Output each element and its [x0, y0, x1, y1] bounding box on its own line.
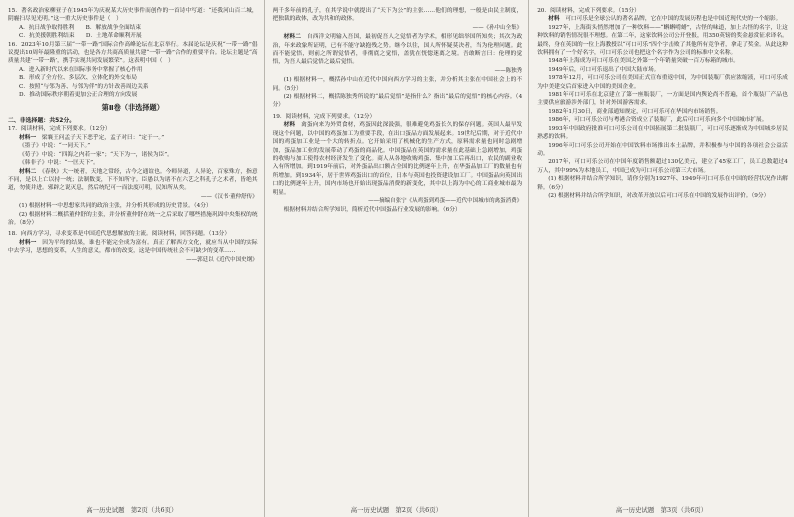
page-footer: 高一历史试题 第2页（共6页）	[86, 506, 178, 514]
page-left	[0, 0, 265, 517]
paragraph-text: 《韩非子》中说：“一匡天下”。	[19, 160, 99, 167]
source-citation	[273, 197, 523, 205]
exam-paragraph	[8, 134, 258, 142]
paragraph-text: 16．2023年10月第三届“一带一路”国际合作高峰论坛在北京举行。本届论坛是庆祝“一带一路”倡议提出10周年最隆重的活动，也是各方共商高质量共建“一带一路”合作的重要平台。论坛主题是“高质量共建‘一带一路’，携手实现共同发展繁荣”。这表明中国（ ）	[8, 41, 258, 65]
exam-paragraph	[8, 83, 258, 91]
paragraph-text: (1) 根据材料一，概括孙中山在近代中国向西方学习的主张，并分析其主张在中国社会上的不同。（5分）	[272, 77, 523, 92]
paragraph-text: 《墨子》中说：“一同天下。”	[19, 143, 91, 150]
paragraph-text: ——摘编自张宁《从鸡蛋到鸡蛋——近代中国城市的禽蛋消费》	[368, 197, 523, 204]
exam-paragraph	[273, 113, 523, 121]
paragraph-text: B．形成了全方位、多层次、立体化的外交布局	[19, 75, 137, 82]
page-footer: 高一历史试题 第2页（共6页）	[350, 506, 442, 514]
paragraph-text: A．进入新时代以来在国际事务中掌握了核心作用	[19, 66, 143, 73]
paragraph-text: 1949年后，可口可乐退出了中国大陆市场。	[548, 66, 660, 73]
exam-paragraph	[8, 230, 258, 238]
paragraph-text: 第Ⅱ卷（非选择题）	[101, 103, 164, 113]
exam-paragraph	[8, 202, 258, 210]
exam-paragraph	[8, 125, 258, 133]
paragraph-text: C．按照“与邻为善、与邻为伴”的方针改善周边关系	[19, 83, 149, 90]
exam-paragraph	[273, 121, 523, 197]
exam-paragraph	[8, 142, 258, 150]
paragraph-text: ——《汉书·董仲舒传》	[200, 193, 258, 200]
paragraph-text: (1) 根据材料并结合所学知识，请你分别为1927年、1949年可口可乐在中国的经营状况作出解释。（6分）	[537, 176, 788, 191]
source-citation	[273, 24, 523, 32]
paragraph-text: 1986年，可口可乐公司与粤港合资成立了装瓶厂，此后可口可乐向多个中国城市扩展。	[548, 117, 768, 124]
paragraph-text: C．抗美援朝胜利结束 D．土地革命顺利开展	[19, 33, 142, 40]
material-label: 材料一	[19, 239, 37, 246]
exam-paragraph	[537, 66, 788, 74]
paragraph-text: 15．著名政治家柳亚子在1945年为庆祝某大历史事件而创作的一首诗中写道：“还我河山百二城，阴霾扫尽见光明。”这一重大历史事件是（ ）	[8, 8, 258, 23]
exam-paragraph	[537, 125, 788, 142]
exam-paragraph	[537, 74, 788, 91]
paragraph-text: (2) 根据材料并结合所学知识，对改革开放以后可口可乐在中国的发展作出评价。（9分）	[548, 192, 770, 199]
exam-paragraph	[8, 239, 258, 256]
paragraph-text: 20．阅读材料，完成下列要求。（15分）	[537, 8, 640, 14]
paragraph-text: 2017年，可口可乐公司在中国年度销售额超过130亿美元，建立了45家工厂，员工总数超过4万人，其中99%为本地员工，中国已成为可口可乐公司第三大市场。	[537, 159, 788, 174]
paragraph-text: 1982年1月30日，商业部通知规定，可口可乐可在华国内市场销售。	[548, 108, 722, 115]
exam-paragraph	[8, 168, 258, 193]
page-middle	[265, 0, 530, 517]
paragraph-text: 两千多年前的孔子，在其学说中就提出了“天下为公”的主张……他们的理想，一般是由民主制度，把独裁的政体，改为共和的政体。	[272, 8, 523, 23]
paragraph-text: 梁襄王问孟子天下恶乎定，孟子对曰：“定于一。”	[41, 134, 165, 141]
paragraph-text: 二、非选择题：共52分。	[8, 118, 76, 125]
exam-paragraph	[273, 7, 523, 24]
paragraph-text: 17．阅读材料，完成下列要求。（12分）	[8, 126, 111, 133]
exam-paragraph	[273, 206, 523, 214]
paragraph-text: 1993年中国政府批准可口可乐公司在中国拓展第二批装瓶厂，可口可乐逐渐成为中国城乡居民熟悉的饮料。	[537, 125, 788, 141]
page-footer: 高一历史试题 第3页（共6页）	[615, 506, 708, 514]
paragraph-text: 《春秋》大一统者，天地之常经，古今之通谊也。今师异道，人异论，百家殊方，指意不同，是以上亡以持一统；法制数变，下不知所守。臣愚以为诸不在六艺之科孔子之术者，皆绝其道，勿使并进。邪辟之说灭息，然后统纪可一而法度可明，民知所从矣。	[8, 168, 258, 192]
paragraph-text: 禽蛋向来为外贸食材，鸡蛋因此深汲强，很难避免鸡蛋长久的保存问题。英国人最早发现这个问题，以中国的鸡蛋加工为重要手段，在出口蛋品方面发展起来。19世纪后期，对于近代中国的鸡蛋加工业是一个大的转折点。它开始采用了机械化的生产方式，原料需求量也同时急剧增加，蛋品加工业的发展带动了鸡蛋的商品化。中国蛋品在英国的需求量在此基础上急剧增加，鸡蛋的收购与加工使得农村经济发生了变化。商人从各地收购鸡蛋、集中加工后再出口，农民的副业收入有所增加。到1919年前后，对外蛋品出口额占全国的比例逐年上升，在华蛋品加工厂的数量也有所增加。到1934年，居于世界鸡蛋出口的首位，日本与英国也投资建设加工厂。中国蛋品向英国出口的比例逐年上升，国内市场也开始出现蛋品消费的新变化，其中以上海为中心的工商业城市最为明显。	[272, 122, 523, 196]
paragraph-text: 因为平均的结果，谁也不能完全成为富有。真正了解西方文化，就应当从中国的实际中去学习，思想的变革，人生的意义，都市的改变，这是中国传统社会不可缺少的变革……	[8, 239, 258, 255]
source-citation	[8, 256, 258, 264]
exam-paragraph	[273, 76, 523, 93]
source-citation	[8, 193, 258, 201]
paragraph-text: 根据材料并结合所学知识，简析近代中国蛋品行业发展的影响。（6分）	[283, 207, 461, 214]
paragraph-text: 1996年可口可乐公司开始在中国饮料市场推出本土品牌，并积极参与中国的各项社会公益活动。	[537, 142, 788, 157]
exam-paragraph	[8, 211, 258, 228]
material-label: 材料二	[19, 168, 37, 175]
material-label: 材料	[548, 16, 560, 23]
paragraph-text: (2) 根据材料二概括董仲舒的主张，并分析董仲舒在统一之后采取了哪些措施巩固中央集权的统治。（8分）	[8, 211, 258, 226]
paragraph-text: 1948年上海成为可口可乐在美国之外第一个年销量突破一百万标箱的城市。	[548, 58, 739, 65]
material-label: 材料	[283, 122, 296, 129]
exam-paragraph	[537, 192, 788, 200]
paragraph-text: (2) 根据材料二，概括陈独秀所说的“最后觉悟”是指什么？指出“最后的觉悟”的核心内容。（4分）	[272, 94, 523, 109]
exam-paragraph	[537, 175, 788, 192]
exam-paragraph	[8, 7, 258, 24]
page-right	[529, 0, 794, 517]
exam-paragraph	[537, 7, 788, 15]
paragraph-text: 1981年可口可乐在北京建立了第一座瓶装厂，一方面是国内舆论尚不普遍，首个瓶装厂产品也主要供应旅游涉外部门，针对外国游客需求。	[537, 92, 788, 107]
section-heading	[8, 115, 258, 124]
exam-paragraph	[537, 57, 788, 65]
paragraph-text: 1978年12月，可口可乐公司在美国正式宣布重返中国，为中国装瓶厂供应浓缩液，可口可乐成为中美建交后首家进入中国的美国企业。	[537, 75, 788, 90]
exam-paragraph	[537, 91, 788, 108]
exam-paragraph	[537, 108, 788, 116]
material-label: 材料二	[283, 34, 302, 41]
exam-paragraph	[537, 24, 788, 58]
paragraph-text: D．推动国际秩序朝着更加公正合理的方向发展	[19, 92, 138, 99]
paragraph-text: 1927年，上海街头悄然增加了一种饮料——“蝌蝌啃蜡”，古怪的味道，加上古怪的名字，让这种饮料的销售情况很不理想。在第二年，这家饮料公司公开登报，用350英镑的奖金悬赏征求译名。最终，身在英国的一位上海教授以“可口可乐”四个字击败了其他所有竞争者，拿走了奖金。从此这种饮料拥有了一个好名字，可口可乐公司也把这个名字作为公司的标准中文名称。	[537, 24, 788, 57]
paragraph-text: A．抗日战争取得胜利 B．解放战争全面结束	[19, 24, 142, 31]
exam-paragraph	[273, 33, 523, 67]
paragraph-text: (1) 根据材料一中思想家共同的政治主张，并分析其形成的历史背景。（4分）	[19, 203, 212, 210]
exam-paragraph	[537, 116, 788, 124]
paragraph-text: 18．向西方学习，寻求变革是中国近代思想解放的主流。阅读材料，回答问题。（13分）	[8, 231, 231, 238]
exam-paragraph	[8, 32, 258, 40]
paragraph-text: 自西洋文明输入吾国，最初促吾人之觉悟者为学术，相形见绌举国所知矣；其次为政治，年来政象所证明，已有不能守缺抱残之势。继今以往，国人所怀疑莫决者，当为伦理问题。此而不能觉悟，则前之所谓觉悟者，非彻底之觉悟，盖犹在恍惚迷离之境。吾敢断言曰：伦理的觉悟，为吾人最后觉悟之最后觉悟。	[272, 34, 523, 66]
source-citation	[273, 67, 523, 75]
paragraph-text: 19．阅读材料，完成下列要求。（12分）	[272, 113, 376, 120]
paragraph-text: ——陈独秀	[494, 67, 523, 74]
section-heading	[8, 103, 258, 113]
paragraph-text: ——郭廷以《近代中国史纲》	[186, 256, 258, 263]
paragraph-text: ——《孙中山全集》	[472, 24, 523, 31]
exam-paragraph	[273, 93, 523, 110]
exam-paragraph	[8, 74, 258, 82]
exam-paragraph	[8, 41, 258, 66]
exam-paragraph	[537, 158, 788, 175]
exam-paragraph	[537, 142, 788, 159]
paragraph-text: 可口可乐是全球公认的著名品牌，它在中国的发展历程也是中国近现代史的一个缩影。	[565, 16, 782, 23]
exam-paragraph	[8, 24, 258, 32]
exam-paragraph	[537, 15, 788, 23]
material-label: 材料一	[19, 134, 37, 141]
exam-paragraph	[8, 151, 258, 159]
exam-paragraph	[8, 91, 258, 99]
exam-paragraph	[8, 66, 258, 74]
exam-paragraph	[8, 159, 258, 167]
paragraph-text: 《荀子》中说：“四海之内若一家”；“天下为一，诸侯为臣”。	[19, 151, 173, 158]
